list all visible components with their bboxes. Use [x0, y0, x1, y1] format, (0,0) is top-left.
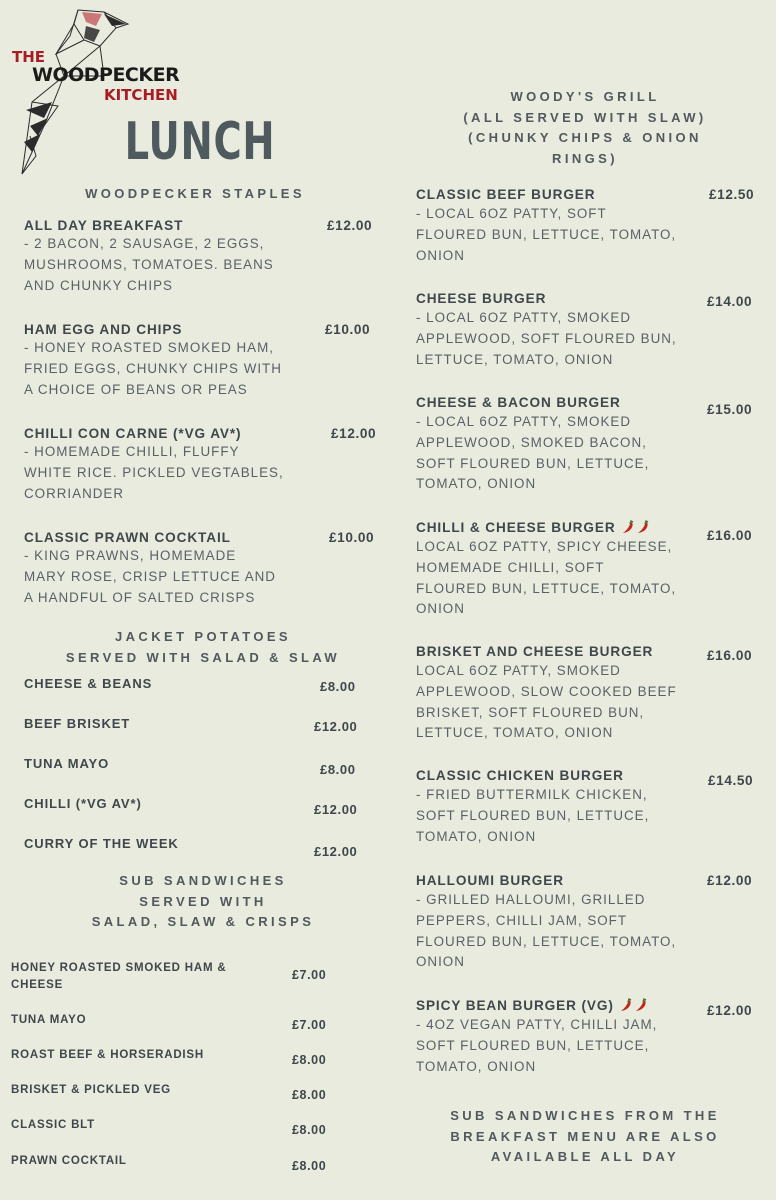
- logo-kitchen: KITCHEN: [104, 86, 178, 104]
- subs-heading-line: SALAD, SLAW & CRISPS: [91, 914, 315, 929]
- item-description: LOCAL 6OZ PATTY, SPICY CHEESE,: [416, 539, 673, 554]
- item-name: [416, 187, 595, 202]
- item-description: ONION: [416, 247, 465, 263]
- item-price: £12.00: [707, 1003, 753, 1018]
- item-price: £12.00: [707, 873, 753, 888]
- item-name: CLASSIC BLT: [11, 1119, 95, 1131]
- item-description: A HANDFUL OF SALTED CRISPS: [24, 589, 256, 605]
- menu-item: [24, 836, 374, 860]
- item-description: ONION: [416, 601, 465, 617]
- item-price: £8.00: [292, 1053, 327, 1067]
- logo-the: THE: [12, 48, 46, 66]
- item-description: PEPPERS, CHILLI JAM, SOFT: [416, 912, 628, 928]
- item-description: SOFT FLOURED BUN, LETTUCE,: [416, 455, 650, 471]
- item-description: LOCAL 6OZ PATTY, SMOKED: [416, 663, 621, 678]
- item-name: BEEF BRISKET: [24, 716, 131, 731]
- item-description: APPLEWOOD, SMOKED BACON,: [416, 434, 647, 450]
- item-description: - FRIED BUTTERMILK CHICKEN,: [416, 787, 648, 802]
- menu-item: [24, 716, 374, 740]
- item-description: - GRILLED HALLOUMI, GRILLED: [416, 892, 646, 907]
- item-name: PRAWN COCKTAIL: [11, 1155, 127, 1167]
- item-name: HAM EGG AND CHIPS: [24, 322, 183, 337]
- page-title: LUNCH: [124, 112, 276, 172]
- menu-item: [24, 796, 374, 820]
- chilli-pepper-icon: [619, 998, 633, 1012]
- jacket-heading-line: SERVED WITH SALAD & SLAW: [65, 649, 341, 665]
- grill-heading-line: (CHUNKY CHIPS & ONION: [468, 130, 702, 145]
- item-name-text: CLASSIC CHICKEN BURGER: [416, 768, 624, 783]
- footer-note-line: SUB SANDWICHES FROM THE: [450, 1108, 720, 1123]
- grill-heading-line: RINGS): [552, 150, 618, 166]
- item-description: - 2 BACON, 2 SAUSAGE, 2 EGGS,: [24, 236, 265, 251]
- item-description: FRIED EGGS, CHUNKY CHIPS WITH: [24, 360, 282, 376]
- item-name: CLASSIC PRAWN COCKTAIL: [24, 530, 231, 545]
- item-description: FLOURED BUN, LETTUCE, TOMATO,: [416, 226, 677, 242]
- grill-heading-line: (ALL SERVED WITH SLAW): [463, 109, 707, 125]
- item-price: £7.00: [292, 968, 327, 982]
- item-name: CHEESE & BEANS: [24, 676, 153, 691]
- subs-heading: [8, 871, 398, 933]
- item-description: AND CHUNKY CHIPS: [24, 277, 173, 293]
- item-description: CORRIANDER: [24, 485, 125, 501]
- item-description: - LOCAL 6OZ PATTY, SMOKED: [416, 310, 631, 325]
- menu-item: [24, 676, 374, 700]
- item-name: ROAST BEEF & HORSERADISH: [11, 1049, 204, 1061]
- item-description: LETTUCE, TOMATO, ONION: [416, 725, 614, 741]
- item-description: WHITE RICE. PICKLED VEGTABLES,: [24, 464, 284, 480]
- item-description: - HONEY ROASTED SMOKED HAM,: [24, 340, 274, 355]
- item-description: LETTUCE, TOMATO, ONION: [416, 351, 614, 367]
- item-name: [416, 520, 650, 535]
- item-name: ALL DAY BREAKFAST: [24, 218, 184, 233]
- item-name-text: BRISKET AND CHEESE BURGER: [416, 644, 654, 659]
- item-description: APPLEWOOD, SOFT FLOURED BUN,: [416, 330, 677, 346]
- item-description: TOMATO, ONION: [416, 476, 537, 492]
- item-price: £8.00: [292, 1123, 327, 1137]
- spice-indicator: [618, 998, 648, 1013]
- subs-heading-line: SUB SANDWICHES: [119, 873, 287, 888]
- item-price: £14.50: [708, 773, 754, 788]
- grill-heading-line: WOODY'S GRILL: [510, 89, 660, 104]
- item-name: [416, 873, 564, 888]
- spice-indicator: [620, 520, 650, 535]
- item-price: £16.00: [707, 648, 753, 663]
- item-description: FLOURED BUN, LETTUCE, TOMATO,: [416, 580, 677, 596]
- item-description: SOFT FLOURED BUN, LETTUCE,: [416, 807, 650, 823]
- item-name: CURRY OF THE WEEK: [24, 836, 179, 851]
- grill-heading: [400, 87, 770, 169]
- item-price: £14.00: [707, 294, 753, 309]
- item-price: £10.00: [329, 530, 375, 545]
- item-description: ONION: [416, 954, 465, 970]
- item-name: CHEESE: [11, 979, 64, 991]
- chilli-pepper-icon: [636, 520, 650, 534]
- item-description: MARY ROSE, CRISP LETTUCE AND: [24, 568, 276, 584]
- item-name: [416, 395, 621, 410]
- item-description: A CHOICE OF BEANS OR PEAS: [24, 381, 248, 397]
- item-description: - HOMEMADE CHILLI, FLUFFY: [24, 444, 240, 459]
- item-price: £16.00: [707, 528, 753, 543]
- item-description: FLOURED BUN, LETTUCE, TOMATO,: [416, 933, 677, 949]
- item-description: SOFT FLOURED BUN, LETTUCE,: [416, 1037, 650, 1053]
- menu-item: [24, 756, 374, 780]
- item-price: £10.00: [325, 322, 371, 337]
- item-name: [416, 644, 653, 659]
- item-name: BRISKET & PICKLED VEG: [11, 1084, 171, 1096]
- jacket-heading: [8, 627, 398, 668]
- item-price: £12.50: [709, 187, 755, 202]
- item-description: TOMATO, ONION: [416, 828, 537, 844]
- item-description: MUSHROOMS, TOMATOES. BEANS: [24, 256, 274, 272]
- footer-note: [400, 1106, 770, 1168]
- item-price: £8.00: [320, 762, 356, 777]
- item-price: £8.00: [292, 1088, 327, 1102]
- item-name: [416, 998, 648, 1013]
- item-price: £15.00: [707, 402, 753, 417]
- item-price: £12.00: [331, 426, 377, 441]
- item-price: £12.00: [327, 218, 373, 233]
- item-name: CHILLI (*VG AV*): [24, 796, 142, 811]
- item-description: - 4OZ VEGAN PATTY, CHILLI JAM,: [416, 1017, 658, 1032]
- item-name: [416, 768, 624, 783]
- item-price: £12.00: [314, 802, 358, 817]
- jacket-heading-line: JACKET POTATOES: [115, 629, 291, 644]
- item-name: CHILLI CON CARNE (*VG AV*): [24, 426, 242, 441]
- item-description: - LOCAL 6OZ PATTY, SMOKED: [416, 414, 631, 429]
- item-name-text: CHILLI & CHEESE BURGER: [416, 520, 616, 535]
- item-name: HONEY ROASTED SMOKED HAM &: [11, 962, 227, 974]
- item-name: TUNA MAYO: [11, 1014, 87, 1026]
- item-price: £7.00: [292, 1018, 327, 1032]
- footer-note-line: AVAILABLE ALL DAY: [490, 1149, 680, 1164]
- item-name: [416, 291, 546, 306]
- item-price: £12.00: [314, 719, 358, 734]
- subs-heading-line: SERVED WITH: [139, 893, 267, 909]
- item-name-text: CHEESE BURGER: [416, 291, 547, 306]
- footer-note-line: BREAKFAST MENU ARE ALSO: [450, 1128, 720, 1144]
- item-description: BRISKET, SOFT FLOURED BUN,: [416, 704, 645, 720]
- item-description: - LOCAL 6OZ PATTY, SOFT: [416, 206, 607, 221]
- item-description: APPLEWOOD, SLOW COOKED BEEF: [416, 683, 677, 699]
- item-price: £8.00: [292, 1159, 327, 1173]
- logo-name: WOODPECKER: [32, 64, 180, 86]
- item-name-text: CHEESE & BACON BURGER: [416, 395, 621, 410]
- chilli-pepper-icon: [634, 998, 648, 1012]
- item-description: TOMATO, ONION: [416, 1058, 537, 1074]
- item-description: - KING PRAWNS, HOMEMADE: [24, 548, 237, 563]
- item-name-text: CLASSIC BEEF BURGER: [416, 187, 596, 202]
- item-name-text: HALLOUMI BURGER: [416, 873, 564, 888]
- chilli-pepper-icon: [621, 520, 635, 534]
- item-price: £8.00: [320, 679, 356, 694]
- item-name: TUNA MAYO: [24, 756, 110, 771]
- item-price: £12.00: [314, 844, 358, 859]
- item-description: HOMEMADE CHILLI, SOFT: [416, 559, 605, 575]
- staples-heading: WOODPECKER STAPLES: [85, 186, 305, 201]
- item-name-text: SPICY BEAN BURGER (VG): [416, 998, 614, 1013]
